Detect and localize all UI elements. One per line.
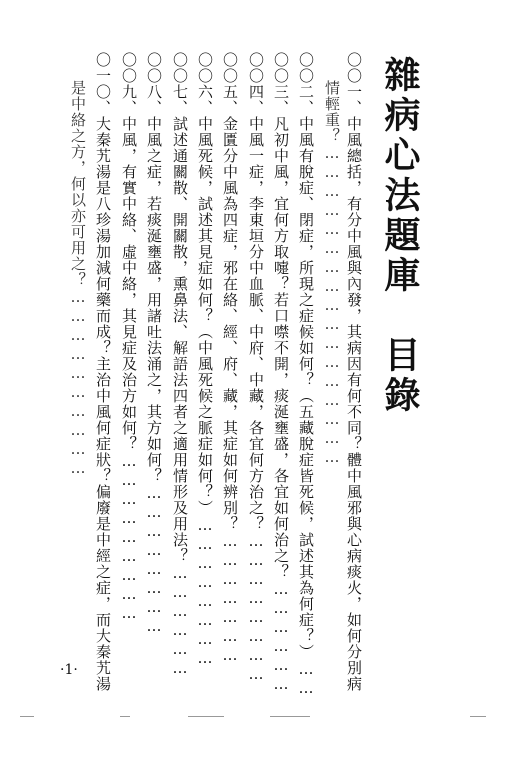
page-number: ·1· — [60, 662, 78, 678]
page-title: 雜病心法題庫 目錄 — [379, 56, 421, 416]
toc-entry-001: 〇〇一、中風總括，有分中風與內發，其病因有何不同？體中風邪與心病痰火，如何分別病 — [345, 52, 363, 692]
toc-entry-007: 〇〇七、試述通關散、開關散，熏鼻法、解語法四者之適用情形及用法？……………… — [171, 52, 189, 678]
toc-entry-010-continued: 是中絡之方，何以亦可用之？………………………… — [69, 80, 87, 478]
toc-entry-002: 〇〇二、中風有脫症、閉症，所現之症候如何？（五藏脫症皆死候，試述其為何症？）…… — [297, 52, 315, 698]
toc-entry-010: 〇一〇、大秦艽湯是八珍湯加減何藥而成？主治中風何症狀？偏廢是中經之症，而大秦艽湯 — [94, 52, 112, 692]
scan-edge-marks — [0, 716, 505, 724]
toc-entry-003: 〇〇三、凡初中風，宜何方取嚏？若口噤不開，痰涎壅盛，各宜如何治之？……………… — [272, 52, 290, 694]
toc-entry-008: 〇〇八、中風之症，若痰涎壅盛，用諸吐法涌之，其方如何？…………………… — [145, 52, 163, 636]
toc-entry-001-continued: 情輕重？…………………………………………… — [323, 80, 341, 467]
toc-entry-004: 〇〇四、中風一症，李東垣分中血脈、中府、中藏，各宜何方治之？…………………… — [247, 52, 265, 684]
toc-entry-006: 〇〇六、中風死候，試述其見症如何？（中風死候之脈症如何？）…………………… — [196, 52, 214, 668]
toc-entry-005: 〇〇五、金匱分中風為四症，邪在絡、經、府、藏，其症如何辨別？………………… — [221, 52, 239, 665]
toc-entry-009: 〇〇九、中風，有實中絡、虛中絡，其見症及治方如何？……………………… — [120, 52, 138, 623]
